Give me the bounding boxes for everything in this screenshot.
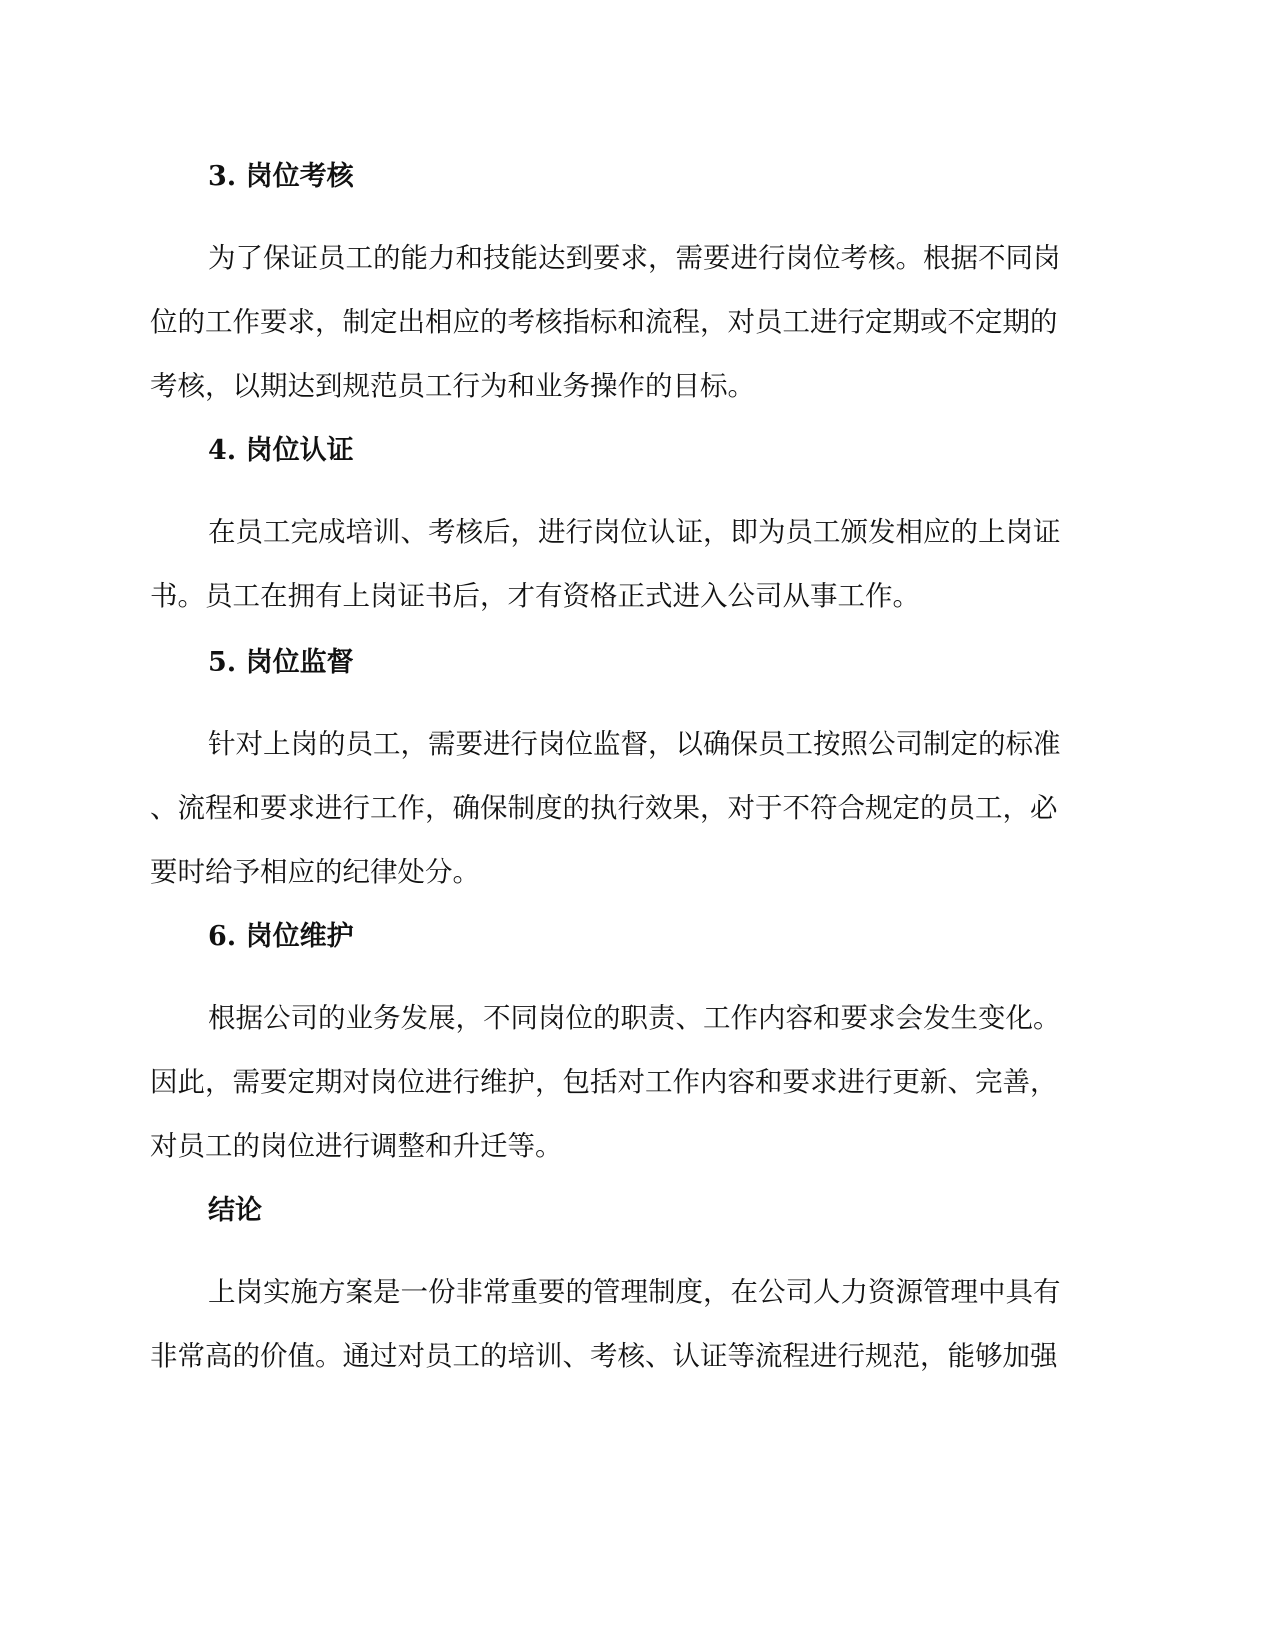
section-heading-4: 4. 岗位认证 <box>208 435 354 466</box>
section-paragraph-6 <box>150 986 1112 1178</box>
section-paragraph-conclusion <box>150 1260 1112 1388</box>
section-paragraph-4 <box>150 500 1112 628</box>
paragraph-line: 要时给予相应的纪律处分。 <box>150 856 480 888</box>
section-heading-3: 3. 岗位考核 <box>208 161 354 192</box>
paragraph-line: 为了保证员工的能力和技能达到要求，需要进行岗位考核。根据不同岗 <box>208 242 1061 274</box>
paragraph-line: 针对上岗的员工，需要进行岗位监督，以确保员工按照公司制定的标准 <box>208 728 1061 760</box>
section-heading-6: 6. 岗位维护 <box>208 921 354 952</box>
paragraph-line: 上岗实施方案是一份非常重要的管理制度，在公司人力资源管理中具有 <box>208 1276 1061 1308</box>
paragraph-line: 根据公司的业务发展，不同岗位的职责、工作内容和要求会发生变化。 <box>208 1002 1061 1034</box>
paragraph-line: 非常高的价值。通过对员工的培训、考核、认证等流程进行规范，能够加强 <box>150 1340 1058 1372</box>
paragraph-line: 因此，需要定期对岗位进行维护，包括对工作内容和要求进行更新、完善， <box>150 1066 1058 1098</box>
paragraph-line: 书。员工在拥有上岗证书后，才有资格正式进入公司从事工作。 <box>150 580 920 612</box>
paragraph-line: 考核，以期达到规范员工行为和业务操作的目标。 <box>150 370 755 402</box>
paragraph-line: 对员工的岗位进行调整和升迁等。 <box>150 1130 563 1162</box>
paragraph-line: 、流程和要求进行工作，确保制度的执行效果，对于不符合规定的员工，必 <box>150 792 1058 824</box>
section-paragraph-3 <box>150 226 1112 418</box>
paragraph-line: 在员工完成培训、考核后，进行岗位认证，即为员工颁发相应的上岗证 <box>208 516 1061 548</box>
section-heading-conclusion: 结论 <box>208 1195 262 1226</box>
section-paragraph-5 <box>150 712 1112 904</box>
paragraph-line: 位的工作要求，制定出相应的考核指标和流程，对员工进行定期或不定期的 <box>150 306 1058 338</box>
section-heading-5: 5. 岗位监督 <box>208 647 354 678</box>
